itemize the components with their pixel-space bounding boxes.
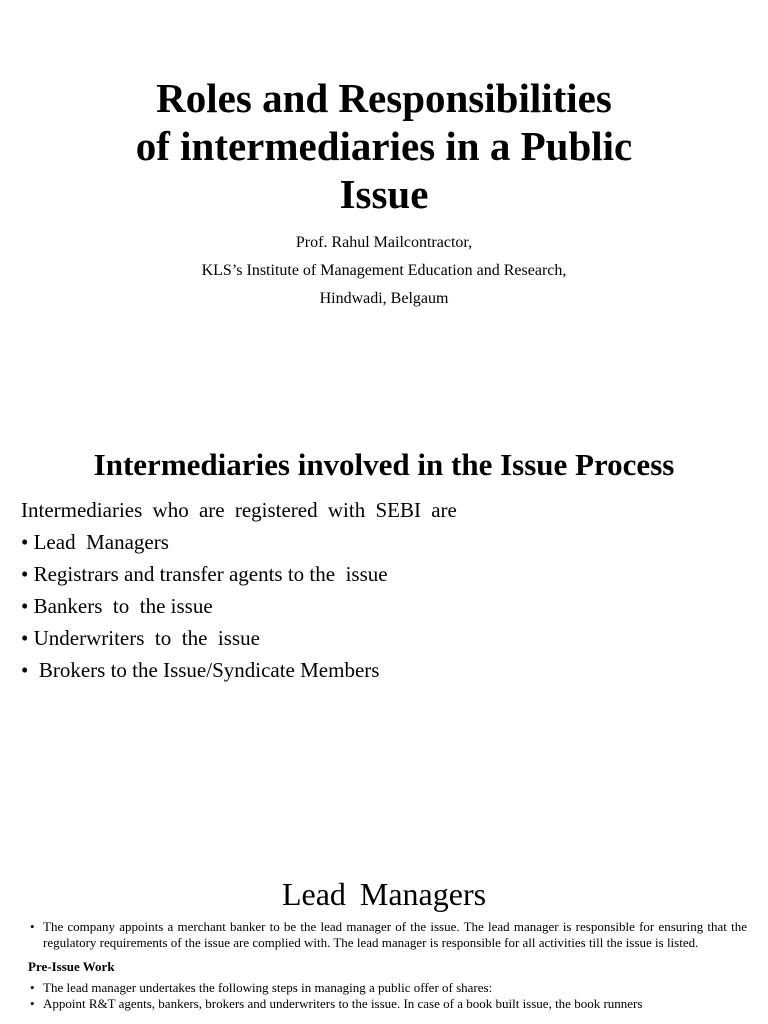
lead-managers-slide bbox=[0, 860, 768, 1024]
list-item: • Underwriters to the issue bbox=[21, 626, 260, 650]
list-item: • Bankers to the issue bbox=[21, 594, 213, 618]
slide-body bbox=[21, 494, 741, 686]
item-text: Appoint R&T agents, bankers, brokers and underwriters to the issue. In case of a book built issue, the book runners bbox=[43, 996, 643, 1011]
bullet-icon: • bbox=[30, 919, 35, 934]
author-location: Hindwadi, Belgaum bbox=[319, 290, 449, 307]
title-line: of intermediaries in a Public bbox=[135, 123, 633, 169]
item-text: The lead manager undertakes the following steps in managing a public offer of shares: bbox=[43, 980, 493, 995]
intermediaries-slide bbox=[0, 420, 768, 840]
list-item: • Registrars and transfer agents to the issue bbox=[21, 562, 388, 586]
slide-body bbox=[28, 919, 747, 1012]
author-block bbox=[60, 229, 708, 313]
intermediaries-list bbox=[21, 526, 741, 686]
subheading: Pre-Issue Work bbox=[28, 959, 115, 974]
list-item bbox=[28, 996, 747, 1012]
bullet-icon: • bbox=[30, 996, 35, 1011]
list-item: • Brokers to the Issue/Syndicate Members bbox=[21, 658, 380, 682]
slide-title: Lead Managers bbox=[281, 876, 487, 912]
list-item bbox=[28, 919, 747, 951]
list-item bbox=[28, 980, 747, 996]
author-institute: KLS’s Institute of Management Education and Research, bbox=[201, 262, 567, 279]
slide-title: Intermediaries involved in the Issue Process bbox=[93, 447, 675, 482]
intro-text: Intermediaries who are registered with SEBI are bbox=[21, 498, 457, 522]
item-text: The company appoints a merchant banker to be the lead manager of the issue. The lead manager is responsible for ensuring that the regulatory requirements of the issue are complied with. The lead manager is responsible for all activities till the issue is listed. bbox=[43, 919, 747, 950]
presentation-title bbox=[60, 74, 708, 218]
title-line: Issue bbox=[339, 171, 429, 217]
list-item: • Lead Managers bbox=[21, 530, 169, 554]
title-line: Roles and Responsibilities bbox=[156, 75, 612, 121]
title-slide bbox=[0, 0, 768, 420]
author-name: Prof. Rahul Mailcontractor, bbox=[295, 234, 473, 251]
bullet-icon: • bbox=[30, 980, 35, 995]
